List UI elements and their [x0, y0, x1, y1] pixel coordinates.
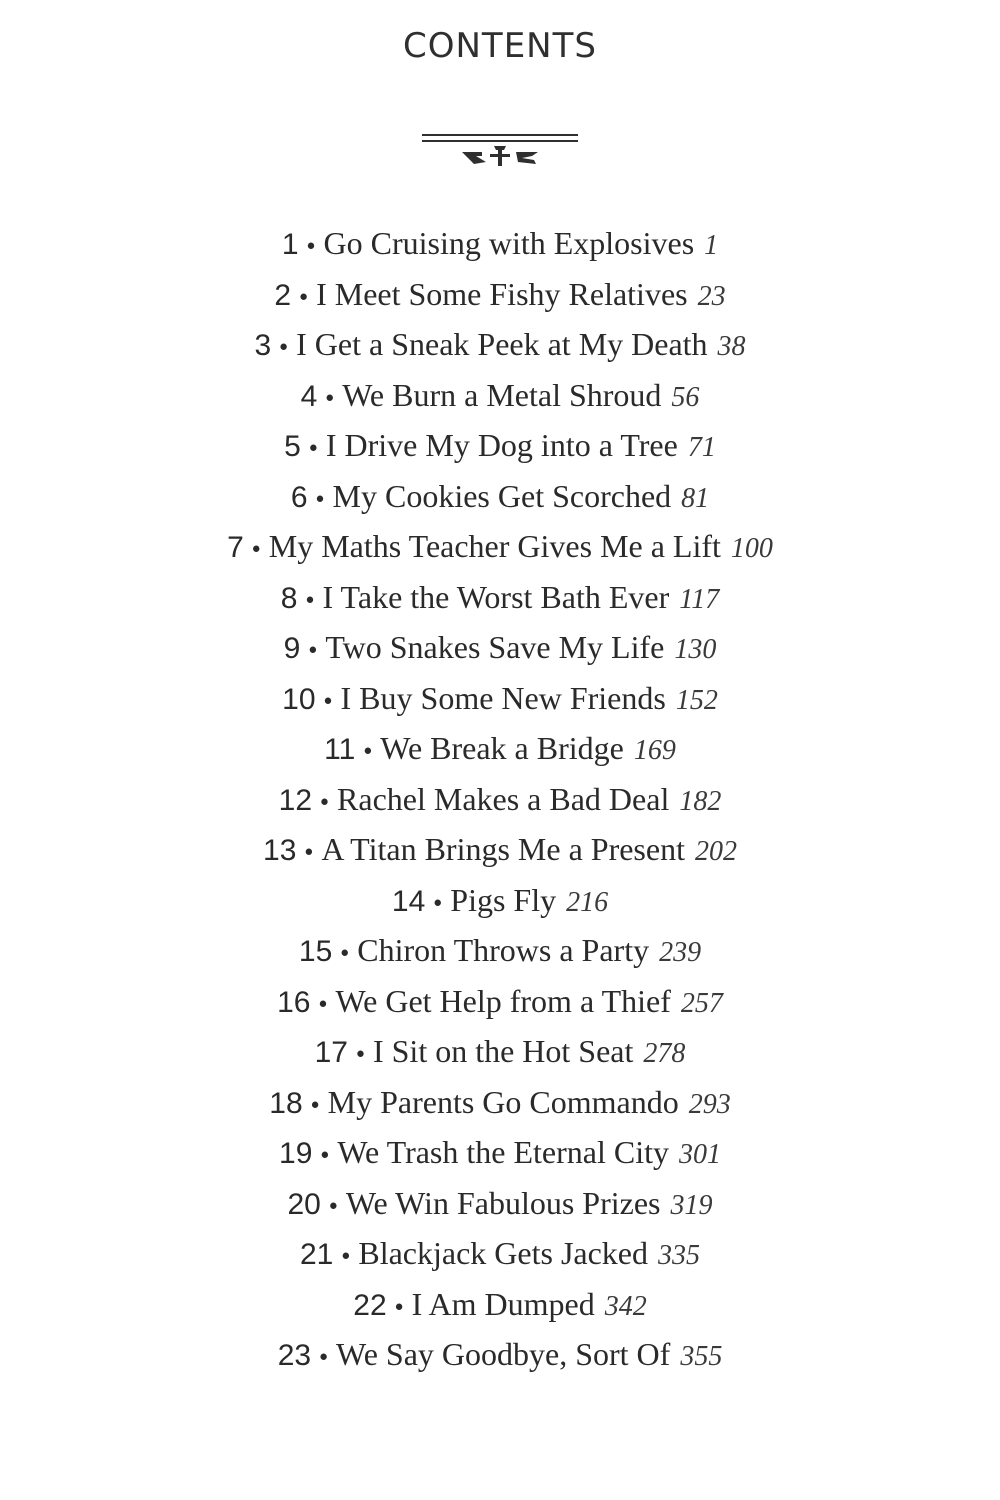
chapter-title: We Break a Bridge — [380, 730, 624, 766]
chapter-number: 10 — [282, 682, 316, 716]
bullet-icon: • — [303, 588, 317, 614]
page-number: 152 — [675, 684, 718, 716]
chapter-title: We Burn a Metal Shroud — [342, 376, 662, 413]
bullet-icon: • — [361, 740, 375, 765]
chapter-title: We Win Fabulous Prizes — [345, 1184, 661, 1221]
page-number: 216 — [566, 886, 609, 918]
chapter-number: 15 — [298, 935, 333, 968]
page-number: 38 — [717, 331, 746, 362]
bullet-icon: • — [313, 487, 327, 513]
toc-entry — [0, 218, 1000, 269]
toc-entry — [0, 673, 1000, 724]
toc-entry — [0, 269, 1000, 320]
chapter-title: I Am Dumped — [411, 1285, 595, 1322]
chapter-number: 22 — [353, 1288, 387, 1322]
chapter-number: 13 — [263, 834, 297, 867]
chapter-title: My Parents Go Commando — [327, 1083, 679, 1120]
bullet-icon: • — [321, 689, 335, 715]
chapter-number: 12 — [278, 783, 313, 817]
bullet-icon: • — [317, 1346, 331, 1371]
page-number: 182 — [679, 785, 722, 817]
page-number: 56 — [671, 381, 700, 413]
page-number: 335 — [658, 1240, 700, 1271]
toc-entry — [0, 1026, 1000, 1077]
bullet-icon: • — [249, 538, 263, 563]
page-number: 117 — [679, 583, 720, 615]
chapter-number: 18 — [269, 1086, 303, 1120]
chapter-title: My Cookies Get Scorched — [332, 477, 672, 514]
toc-entry — [0, 319, 1000, 370]
chapter-title: I Drive My Dog into a Tree — [325, 427, 678, 463]
toc-entry — [0, 976, 1000, 1027]
page-number: 81 — [681, 482, 710, 514]
chapter-title: Blackjack Gets Jacked — [358, 1235, 648, 1271]
chapter-number: 11 — [324, 733, 356, 766]
chapter-number: 23 — [277, 1339, 312, 1372]
bullet-icon: • — [353, 1043, 367, 1068]
bullet-icon: • — [316, 992, 330, 1018]
page-number: 169 — [633, 735, 676, 766]
chapter-title: I Meet Some Fishy Relatives — [316, 275, 688, 312]
divider-ornament-icon — [420, 130, 580, 176]
toc-entry — [0, 1077, 1000, 1128]
toc-entry — [0, 521, 1000, 572]
bullet-icon: • — [392, 1295, 406, 1321]
chapter-title: Pigs Fly — [450, 881, 557, 918]
toc-entry — [0, 824, 1000, 875]
bullet-icon: • — [277, 336, 291, 361]
bullet-icon: • — [431, 891, 445, 917]
toc-entry — [0, 370, 1000, 421]
chapter-title: I Take the Worst Bath Ever — [322, 578, 670, 615]
chapter-number: 3 — [254, 329, 272, 362]
page-title: CONTENTS — [403, 26, 597, 66]
chapter-title: Go Cruising with Explosives — [323, 225, 695, 261]
toc-entry — [0, 1279, 1000, 1330]
chapter-number: 6 — [290, 480, 308, 514]
page-number: 342 — [604, 1290, 647, 1322]
chapter-title: Chiron Throws a Party — [357, 932, 650, 968]
chapter-number: 19 — [279, 1137, 313, 1170]
page-number: 319 — [670, 1189, 713, 1221]
bullet-icon: • — [297, 285, 311, 311]
chapter-number: 2 — [274, 278, 292, 312]
chapter-number: 14 — [391, 884, 426, 918]
bullet-icon: • — [306, 437, 320, 462]
chapter-number: 17 — [314, 1036, 348, 1069]
page-number: 71 — [687, 432, 716, 463]
toc-entry — [0, 875, 1000, 926]
chapter-number: 8 — [280, 581, 298, 615]
toc-entry — [0, 572, 1000, 623]
page-number: 1 — [704, 230, 719, 261]
page-number: 130 — [674, 634, 717, 665]
toc-entry — [0, 925, 1000, 976]
bullet-icon: • — [323, 386, 337, 412]
bullet-icon: • — [339, 1245, 353, 1270]
chapter-number: 5 — [284, 430, 301, 463]
chapter-number: 9 — [283, 632, 301, 665]
toc-entry — [0, 1127, 1000, 1178]
page-number: 278 — [643, 1038, 686, 1069]
chapter-number: 7 — [227, 531, 244, 564]
bullet-icon: • — [318, 790, 332, 816]
chapter-number: 16 — [277, 985, 311, 1019]
chapter-title: I Buy Some New Friends — [340, 679, 666, 716]
chapter-title: A Titan Brings Me a Present — [321, 831, 685, 867]
page-number: 301 — [678, 1139, 721, 1170]
chapter-title: We Trash the Eternal City — [337, 1134, 669, 1170]
toc-entry — [0, 723, 1000, 774]
chapter-title: Rachel Makes a Bad Deal — [337, 780, 670, 817]
bullet-icon: • — [308, 1093, 322, 1119]
toc-entry — [0, 622, 1000, 673]
chapter-title: We Get Help from a Thief — [335, 982, 671, 1019]
bullet-icon: • — [318, 1144, 332, 1169]
bullet-icon: • — [338, 942, 352, 967]
chapter-number: 4 — [300, 379, 318, 413]
table-of-contents — [0, 218, 1000, 1380]
page-number: 239 — [659, 937, 702, 968]
page-number: 202 — [694, 836, 737, 867]
chapter-title: My Maths Teacher Gives Me a Lift — [268, 528, 721, 564]
toc-entry — [0, 1329, 1000, 1380]
page-number: 293 — [688, 1088, 731, 1120]
chapter-title: Two Snakes Save My Life — [325, 629, 665, 665]
page-number: 23 — [697, 280, 726, 312]
toc-entry — [0, 471, 1000, 522]
chapter-title: We Say Goodbye, Sort Of — [336, 1336, 671, 1372]
chapter-number: 1 — [281, 228, 299, 261]
page-number: 355 — [680, 1341, 723, 1372]
page-number: 100 — [730, 533, 773, 564]
toc-entry — [0, 774, 1000, 825]
chapter-title: I Sit on the Hot Seat — [372, 1033, 634, 1069]
bullet-icon: • — [304, 235, 318, 260]
chapter-number: 21 — [299, 1238, 334, 1271]
chapter-number: 20 — [287, 1187, 321, 1221]
chapter-title: I Get a Sneak Peek at My Death — [296, 326, 708, 362]
page-number: 257 — [680, 987, 723, 1019]
toc-entry — [0, 1178, 1000, 1229]
toc-entry — [0, 1228, 1000, 1279]
bullet-icon: • — [302, 841, 316, 866]
bullet-icon: • — [306, 639, 320, 664]
toc-entry — [0, 420, 1000, 471]
bullet-icon: • — [326, 1194, 340, 1220]
